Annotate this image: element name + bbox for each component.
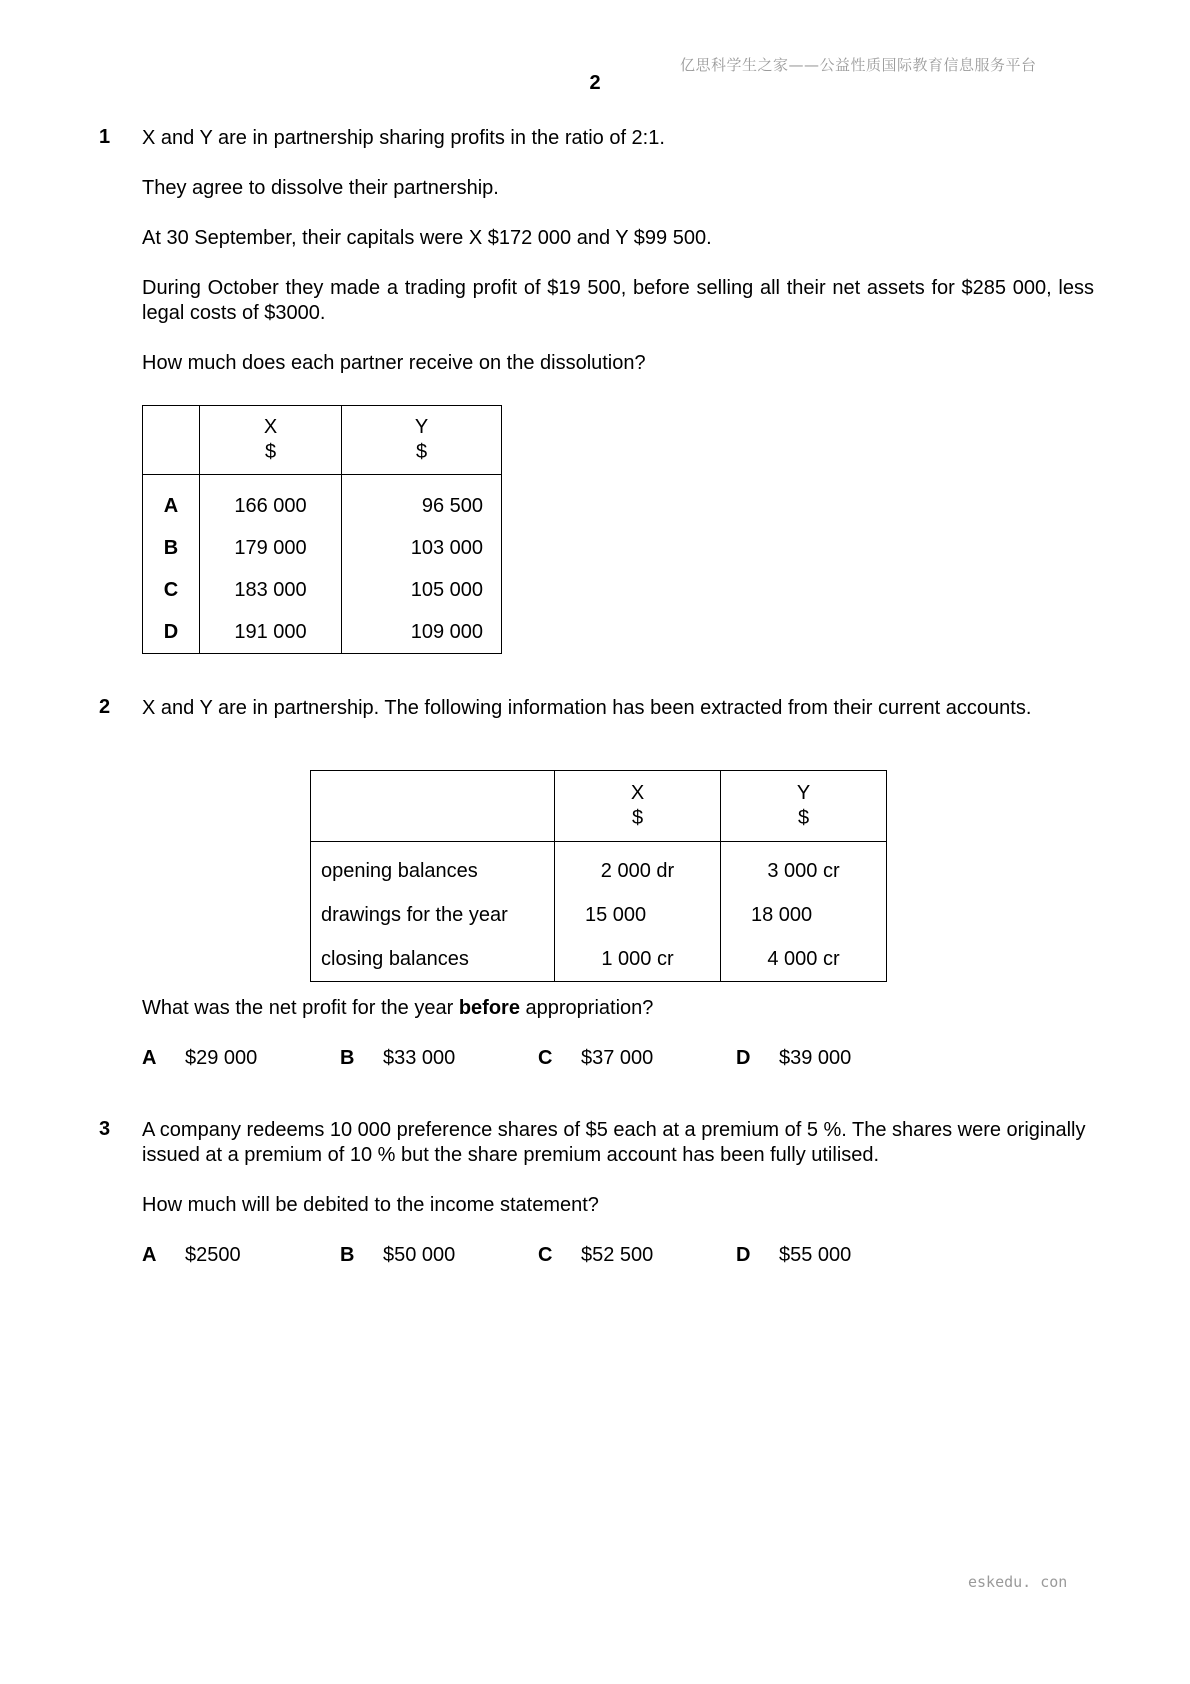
table-corner-cell: [143, 406, 200, 475]
y-value: 4 000 cr: [721, 937, 887, 982]
paragraph: At 30 September, their capitals were X $172 000 and Y $99 500.: [142, 227, 712, 249]
option: B $33 000: [340, 1047, 456, 1069]
question-body: [142, 996, 1094, 1071]
table-row: [311, 893, 887, 937]
q2-current-accounts-table: [310, 770, 887, 982]
option: D $39 000: [736, 1047, 852, 1069]
table-row: [311, 937, 887, 982]
row-label: drawings for the year: [311, 893, 555, 937]
row-label: closing balances: [311, 937, 555, 982]
x-value: 179 000: [200, 527, 342, 569]
table-row: [311, 842, 887, 894]
option: B $50 000: [340, 1244, 456, 1266]
x-value: 166 000: [200, 475, 342, 528]
answer-options: [142, 1046, 1094, 1071]
header-watermark: 亿思科学生之家——公益性质国际教育信息服务平台: [680, 56, 1037, 74]
option: C $52 500: [538, 1244, 654, 1266]
x-value: 1 000 cr: [555, 937, 721, 982]
y-value: 103 000: [342, 527, 502, 569]
paragraph: They agree to dissolve their partnership.: [142, 177, 499, 199]
column-header-x: X $: [555, 771, 721, 842]
x-value: 191 000: [200, 611, 342, 654]
paragraph: A company redeems 10 000 preference shares of $5 each at a premium of 5 %. The shares were originally issued at a premium of 10 % but the share premium account has been fully utilised.: [142, 1119, 1086, 1166]
table-header-row: [143, 406, 502, 475]
option-letter: C: [143, 569, 200, 611]
question-number: 2: [99, 696, 111, 718]
table-row: [143, 527, 502, 569]
y-value: 3 000 cr: [721, 842, 887, 894]
option-letter: D: [143, 611, 200, 654]
y-value: 105 000: [342, 569, 502, 611]
table-header-row: [311, 771, 887, 842]
paragraph: X and Y are in partnership sharing profits in the ratio of 2:1.: [142, 127, 665, 149]
x-value: 183 000: [200, 569, 342, 611]
question-body: [142, 126, 1094, 401]
table-row: [143, 569, 502, 611]
x-value: 15 000: [555, 893, 721, 937]
paragraph: How much will be debited to the income statement?: [142, 1194, 599, 1216]
y-value: 109 000: [342, 611, 502, 654]
option-letter: A: [143, 475, 200, 528]
column-header-y: Y $: [721, 771, 887, 842]
option: D $55 000: [736, 1244, 852, 1266]
paragraph: X and Y are in partnership. The following information has been extracted from their current accounts.: [142, 697, 1032, 719]
y-value: 18 000: [721, 893, 887, 937]
question-number: 3: [99, 1118, 111, 1140]
paragraph: During October they made a trading profit of $19 500, before selling all their net assets for $285 000, less legal costs of $3000.: [142, 277, 1094, 324]
x-value: 2 000 dr: [555, 842, 721, 894]
question-body: [142, 696, 1094, 746]
table-corner-cell: [311, 771, 555, 842]
page-number: 2: [589, 72, 601, 94]
question-body: [142, 1118, 1094, 1268]
option: C $37 000: [538, 1047, 654, 1069]
row-label: opening balances: [311, 842, 555, 894]
table-row: [143, 611, 502, 654]
option: A $29 000: [142, 1047, 258, 1069]
column-header-y: Y $: [342, 406, 502, 475]
option: A $2500: [142, 1244, 241, 1266]
q1-answer-table: [142, 405, 502, 654]
option-letter: B: [143, 527, 200, 569]
paragraph: What was the net profit for the year before appropriation?: [142, 997, 654, 1019]
column-header-x: X $: [200, 406, 342, 475]
paragraph: How much does each partner receive on the dissolution?: [142, 352, 646, 374]
table-row: [143, 475, 502, 528]
answer-options: [142, 1243, 1094, 1268]
question-number: 1: [99, 126, 111, 148]
footer-watermark: eskedu. con: [968, 1573, 1068, 1591]
y-value: 96 500: [342, 475, 502, 528]
